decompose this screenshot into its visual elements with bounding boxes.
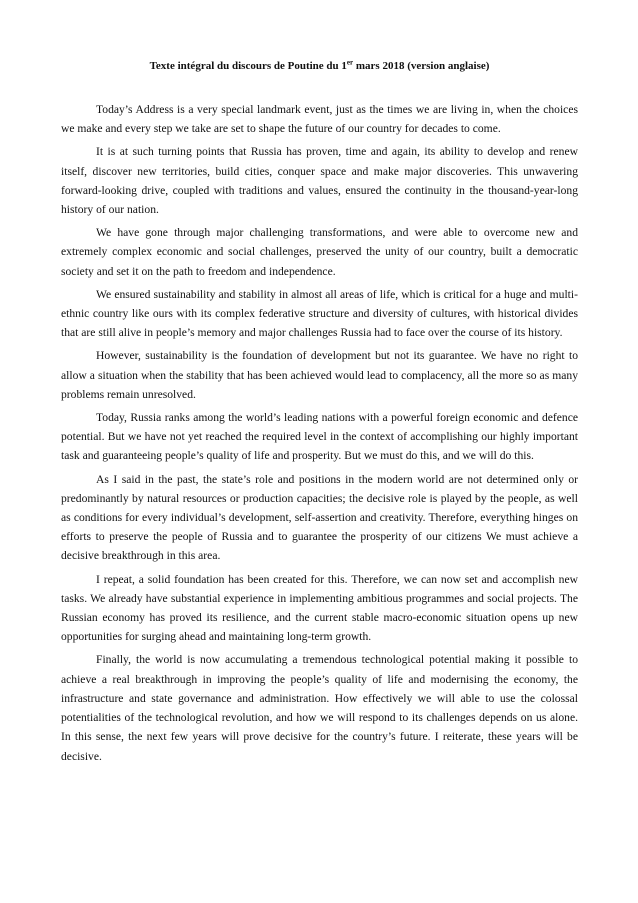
title-text: Texte intégral du discours de Poutine du 1	[149, 60, 347, 72]
paragraph-9: Finally, the world is now accumulating a tremendous technological potential making it possible to achieve a real breakthrough in improving the people’s quality of life and modernising the economy, the infrastructure and state governance and administration. How effectively we will able to use the colossal potentialities of the technological revolution, and how we will respond to its challenges depends on us alone. In this sense, the next few years will prove decisive for the country’s future. I reiterate, these years will be decisive.	[61, 653, 578, 763]
paragraph-1: Today’s Address is a very special landmark event, just as the times we are living in, when the choices we make and every step we take are set to shape the future of our country for decades to come.	[61, 103, 578, 136]
paragraph-7: As I said in the past, the state’s role and positions in the modern world are not determined only or predominantly by natural resources or production capacities; the decisive role is played by the people, as well as conditions for every individual’s development, self-assertion and creativity. Therefore, everything hinges on efforts to preserve the people of Russia and to guarantee the prosperity of our citizens We must achieve a decisive breakthrough in this area.	[61, 472, 578, 563]
document-title	[61, 58, 578, 74]
paragraph-6: Today, Russia ranks among the world’s leading nations with a powerful foreign economic and defence potential. But we have not yet reached the required level in the context of accomplishing our highly important task and guaranteeing people’s quality of life and prosperity. But we must do this, and we will do this.	[61, 411, 578, 463]
paragraph-3: We have gone through major challenging transformations, and were able to overcome new and extremely complex economic and social challenges, preserved the unity of our country, built a democratic society and set it on the path to freedom and independence.	[61, 226, 578, 278]
title-superscript: er	[346, 58, 354, 67]
paragraph-5: However, sustainability is the foundation of development but not its guarantee. We have no right to allow a situation when the stability that has been achieved would lead to complacency, all the more so as many problems remain unresolved.	[61, 349, 578, 401]
title-text-end: mars 2018 (version anglaise)	[353, 60, 490, 72]
paragraph-4: We ensured sustainability and stability in almost all areas of life, which is critical for a huge and multi-ethnic country like ours with its complex federative structure and diversity of cultures, with historical divides that are still alive in people’s memory and major challenges Russia had to face over the course of its history.	[61, 287, 578, 340]
paragraph-2: It is at such turning points that Russia has proven, time and again, its ability to develop and renew itself, discover new territories, build cities, conquer space and make major discoveries. This unwavering forward-looking drive, coupled with traditions and values, ensured the continuity in the thousand-year-long history of our nation.	[61, 145, 578, 217]
paragraph-8: I repeat, a solid foundation has been created for this. Therefore, we can now set and accomplish new tasks. We already have substantial experience in implementing ambitious programmes and social projects. The Russian economy has proved its resilience, and the current stable macro-economic situation opens up new opportunities for surging ahead and maintaining long-term growth.	[61, 572, 578, 644]
